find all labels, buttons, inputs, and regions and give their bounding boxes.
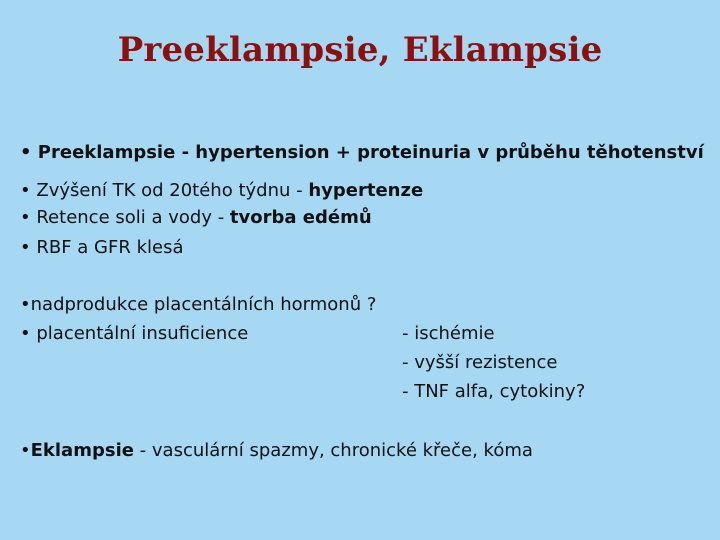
bullet: • (20, 142, 32, 163)
retence-strong: tvorba edémů (229, 207, 372, 228)
bullet: • (20, 207, 31, 228)
definition-text: Preeklampsie - hypertension + proteinuria v průběhu těhotenství (37, 142, 704, 163)
bullet: • (20, 294, 31, 315)
hormony-text: nadprodukce placentálních hormonů ? (30, 294, 377, 315)
bullet: • (20, 180, 31, 201)
bullet-rbf (20, 237, 183, 259)
bullet-tk (20, 180, 423, 202)
rbf-text: RBF a GFR klesá (36, 237, 184, 258)
eklampsie-text: - vasculární spazmy, chronické křeče, kóma (133, 440, 533, 461)
tk-text: Zvýšení TK od 20tého týdnu - (36, 180, 309, 201)
sub-ischemie: - ischémie (402, 323, 495, 344)
bullet: • (20, 323, 31, 344)
bullet: • (20, 237, 31, 258)
bullet: • (20, 440, 31, 461)
eklampsie-strong: Eklampsie (30, 440, 134, 461)
insuficience-text: placentální insuficience (36, 323, 249, 344)
bullet-hormony (20, 294, 376, 316)
sub-tnf: - TNF alfa, cytokiny? (402, 381, 586, 402)
sub-rezistence: - vyšší rezistence (402, 352, 558, 373)
bullet-retence (20, 207, 372, 229)
bullet-preeklampsie-definition (20, 142, 704, 164)
tk-strong: hypertenze (308, 180, 424, 201)
retence-text: Retence soli a vody - (36, 207, 230, 228)
bullet-insuficience (20, 323, 248, 345)
slide-title: Preeklampsie, Eklampsie (117, 30, 603, 70)
bullet-eklampsie (20, 440, 533, 462)
